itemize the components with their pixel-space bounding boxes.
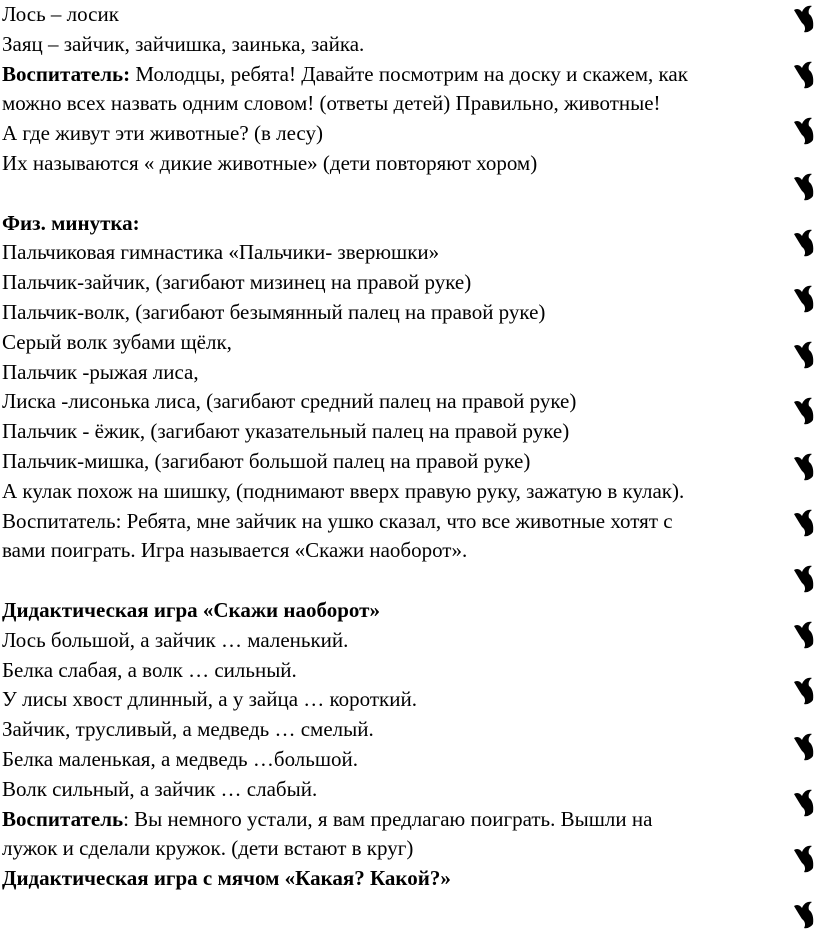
- text-lines: [2, 0, 810, 894]
- line-text: У лисы хвост длинный, а у зайца … короткий.: [2, 687, 417, 712]
- decorative-border-icon: [792, 228, 816, 258]
- line-text: А где живут эти животные? (в лесу): [2, 121, 323, 146]
- text-line: [2, 238, 810, 268]
- decorative-border-icon: [792, 340, 816, 370]
- bold-label: Дидактическая игра с мячом «Какая? Какой?»: [2, 866, 451, 891]
- bold-label: Воспитатель: [2, 806, 124, 831]
- bold-label: Физ. минутка:: [2, 210, 140, 235]
- line-text: Пальчик - ёжик, (загибают указательный палец на правой руке): [2, 419, 570, 444]
- line-text: Заяц – зайчик, зайчишка, заинька, зайка.: [2, 31, 365, 56]
- line-text: Лось – лосик: [2, 2, 119, 26]
- line-text: вами поиграть. Игра называется «Скажи наоборот».: [2, 538, 468, 563]
- decorative-border-icon: [792, 60, 816, 90]
- text-line: [2, 805, 810, 835]
- document-body: [2, 0, 810, 894]
- text-line: [2, 596, 810, 626]
- text-line: [2, 685, 810, 715]
- line-text: Лиска -лисонька лиса, (загибают средний палец на правой руке): [2, 389, 577, 414]
- text-line: [2, 536, 810, 566]
- decorative-border-icon: [792, 396, 816, 426]
- line-text: : Вы немного устали, я вам предлагаю поиграть. Вышли на: [123, 806, 653, 831]
- decorative-border-icon: [792, 116, 816, 146]
- blank-line: [2, 566, 810, 596]
- decorative-border-icon: [792, 844, 816, 874]
- text-line: [2, 834, 810, 864]
- decorative-border-icon: [792, 620, 816, 650]
- text-line: [2, 447, 810, 477]
- text-line: [2, 626, 810, 656]
- line-text: Волк сильный, а зайчик … слабый.: [2, 776, 318, 801]
- text-line: [2, 119, 810, 149]
- text-line: [2, 387, 810, 417]
- text-line: [2, 60, 810, 90]
- text-line: [2, 864, 810, 894]
- text-line: [2, 775, 810, 805]
- line-text: Лось большой, а зайчик … маленький.: [2, 627, 349, 652]
- decorative-border-icon: [792, 508, 816, 538]
- line-text: лужок и сделали кружок. (дети встают в круг): [2, 836, 414, 861]
- text-line: [2, 507, 810, 537]
- line-text: Воспитатель: Ребята, мне зайчик на ушко сказал, что все животные хотят с: [2, 508, 673, 533]
- text-line: [2, 0, 810, 30]
- bold-label: Дидактическая игра «Скажи наоборот»: [2, 597, 380, 622]
- line-text: Серый волк зубами щёлк,: [2, 329, 232, 354]
- decorative-border-icon: [792, 172, 816, 202]
- line-text: А кулак похож на шишку, (поднимают вверх правую руку, зажатую в кулак).: [2, 478, 685, 503]
- text-line: [2, 268, 810, 298]
- decorative-border-icon: [792, 4, 816, 34]
- line-text: Их называются « дикие животные» (дети повторяют хором): [2, 150, 538, 175]
- text-line: [2, 209, 810, 239]
- line-text: Белка маленькая, а медведь …большой.: [2, 746, 359, 771]
- decorative-border-icon: [792, 284, 816, 314]
- text-line: [2, 745, 810, 775]
- line-text: Молодцы, ребята! Давайте посмотрим на доску и скажем, как: [130, 61, 688, 86]
- text-line: [2, 477, 810, 507]
- text-line: [2, 328, 810, 358]
- line-text: Пальчик-волк, (загибают безымянный палец на правой руке): [2, 299, 546, 324]
- decorative-border-icon: [792, 564, 816, 594]
- text-line: [2, 149, 810, 179]
- line-text: Зайчик, трусливый, а медведь … смелый.: [2, 717, 374, 742]
- line-text: Пальчик -рыжая лиса,: [2, 359, 199, 384]
- text-line: [2, 656, 810, 686]
- decorative-border-icon: [792, 676, 816, 706]
- line-text: Пальчик-мишка, (загибают большой палец на правой руке): [2, 448, 531, 473]
- decorative-border-icon: [792, 452, 816, 482]
- decorative-border-icon: [792, 732, 816, 762]
- decorative-border-icon: [792, 788, 816, 818]
- bold-label: Воспитатель:: [2, 61, 131, 86]
- decorative-border-icon: [792, 900, 816, 930]
- text-line: [2, 715, 810, 745]
- blank-line: [2, 179, 810, 209]
- text-line: [2, 30, 810, 60]
- line-text: можно всех назвать одним словом! (ответы детей) Правильно, животные!: [2, 91, 661, 116]
- text-line: [2, 417, 810, 447]
- decorative-border: [792, 0, 816, 950]
- text-line: [2, 358, 810, 388]
- line-text: Пальчиковая гимнастика «Пальчики- зверюшки»: [2, 240, 440, 265]
- line-text: Белка слабая, а волк … сильный.: [2, 657, 297, 682]
- text-line: [2, 89, 810, 119]
- line-text: Пальчик-зайчик, (загибают мизинец на правой руке): [2, 270, 472, 295]
- text-line: [2, 298, 810, 328]
